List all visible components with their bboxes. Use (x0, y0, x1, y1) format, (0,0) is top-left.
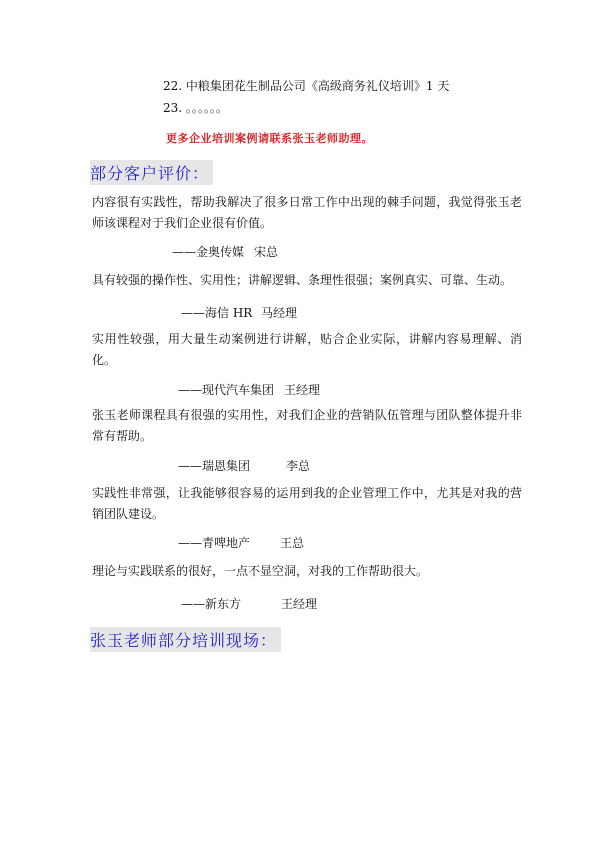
review-person: 宋总 (254, 245, 279, 259)
review-company: ——金奥传媒 (172, 245, 245, 259)
review-text: 内容很有实践性，帮助我解决了很多日常工作中出现的棘手问题，我觉得张玉老师该课程对于我们企业很有价值。 (92, 195, 522, 230)
review-company: ——瑞恩集团 (178, 459, 251, 473)
contact-note: 更多企业培训案例请联系张玉老师助理。 (166, 132, 373, 145)
review-person: 马经理 (261, 306, 298, 320)
review-person: 李总 (286, 459, 311, 473)
review-signature (178, 457, 310, 474)
review-signature (178, 534, 304, 551)
review-person: 王经理 (284, 383, 321, 397)
review-person: 王经理 (281, 597, 318, 611)
review-signature (178, 381, 320, 398)
review-text: 实用性较强，用大量生动案例进行讲解，贴合企业实际，讲解内容易理解、消化。 (92, 332, 522, 367)
list-item: 23. 。。。。。。 (163, 101, 228, 115)
reviews-section-heading: 部分客户评价： (90, 160, 213, 185)
review-company: ——现代汽车集团 (178, 383, 275, 397)
list-item: 22. 中粮集团花生制品公司《高级商务礼仪培训》1 天 (163, 79, 450, 93)
review-text: 实践性非常强，让我能够很容易的运用到我的企业管理工作中，尤其是对我的营销团队建设。 (92, 486, 522, 521)
review-person: 王总 (280, 536, 305, 550)
review-signature (172, 243, 278, 260)
review-company: ——海信 HR (181, 306, 253, 320)
review-text: 理论与实践联系的很好，一点不显空洞，对我的工作帮助很大。 (92, 564, 429, 578)
review-text: 张玉老师课程具有很强的实用性，对我们企业的营销队伍管理与团队整体提升非常有帮助。 (92, 408, 522, 443)
training-section-heading: 张玉老师部分培训现场： (90, 627, 281, 652)
review-signature (181, 595, 317, 612)
review-signature (181, 304, 297, 321)
review-text: 具有较强的操作性、实用性；讲解逻辑、条理性很强；案例真实、可靠、生动。 (92, 273, 513, 287)
review-company: ——青啤地产 (178, 536, 251, 550)
review-company: ——新东方 (181, 597, 242, 611)
